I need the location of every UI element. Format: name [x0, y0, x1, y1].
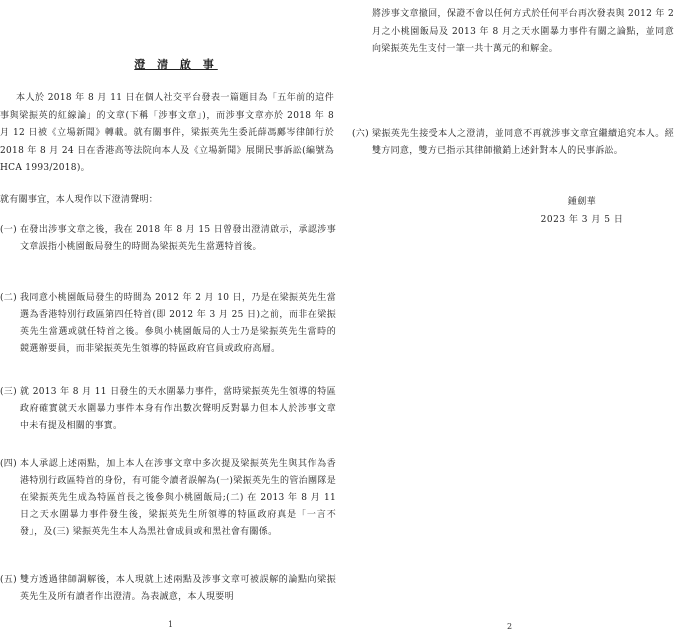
- item-number: (五): [0, 575, 17, 585]
- page-2: [352, 0, 685, 641]
- item-text: 梁振英先生接受本人之澄清，並同意不再就涉事文章宜繼續追究本人。經雙方同意，雙方已指示其律師撤銷上述針對本人的民事訴訟。: [372, 129, 674, 156]
- clarification-item-1: [0, 222, 336, 282]
- clarification-item-2: [0, 290, 336, 380]
- item-number: (二): [0, 293, 17, 303]
- item-text: 在發出涉事文章之後，我在 2018 年 8 月 15 日曾發出澄清啟示，承認涉事文章誤指小桃園飯局發生的時間為梁振英先生當選特首後。: [20, 225, 336, 252]
- document-title: 澄 清 啟 事: [134, 58, 218, 71]
- intro-paragraph: 本人於 2018 年 8 月 11 日在個人社交平台發表一篇題目為「五年前的這件事與梁振英的紅線論」的文章(下稱「涉事文章」)，而涉事文章亦於 2018 年 8 月 12 日被《立場新聞》轉載。就有關事件，梁振英先生委託薛馮鄺岑律師行於 2018 年 8 月 24 日在香港高等法院向本人及《立場新聞》展開民事訴訟(編號為 HCA 1993/2018)。: [0, 93, 334, 173]
- clarification-item-5: [0, 572, 336, 612]
- clarification-item-3: [0, 384, 336, 444]
- item-number: (六): [352, 129, 369, 139]
- item-text: 雙方透過律師調解後，本人現就上述兩點及涉事文章可被誤解的論點向梁振英先生及所有讀者作出澄清。為表誠意，本人現要明: [20, 575, 336, 602]
- clarification-item-4: [0, 456, 336, 566]
- page-number: 2: [507, 622, 513, 631]
- item-text: 本人承認上述兩點，加上本人在涉事文章中多次提及梁振英先生與其作為香港特別行政區特首的身份，有可能令讀者誤解為(一)梁振英先生的管治團隊是在梁振英先生成為特區首長之後參與小桃園飯局;(二) 在 2013 年 8 月 11 日之天水圍暴力事件發生後，梁振英先生所領導的特區政府真是「一言不發」，及(三) 梁振英先生本人為黑社會成員或和黑社會有關係。: [20, 459, 336, 537]
- continued-paragraph: 將涉事文章撤回，保證不會以任何方式於任何平台再次發表與 2012 年 2 月之小桃園飯局及 2013 年 8 月之天水圍暴力事件有關之論點，並同意向梁振英先生支付一筆一共十萬元的和解金。: [372, 9, 674, 54]
- page-number: 1: [168, 620, 174, 629]
- item-number: (三): [0, 387, 17, 397]
- clarification-item-6: [352, 126, 678, 186]
- signatory-name: 鍾劍華: [567, 197, 597, 207]
- item-text: 我同意小桃園飯局發生的時間為 2012 年 2 月 10 日，乃是在梁振英先生當選為香港特別行政區第四任特首(即 2012 年 3 月 25 日)之前，而非在梁振英先生當選或就任特首之後。參與小桃園飯局的人士乃是梁振英先生當時的競選辦要員，而非梁振英先生領導的特區政府官員或政府高層。: [20, 293, 336, 354]
- item-text: 就 2013 年 8 月 11 日發生的天水圍暴力事件，當時梁振英先生領導的特區政府確實就天水圍暴力事件本身有作出數次聲明反對暴力但本人於涉事文章中未有提及相關的事實。: [20, 387, 336, 431]
- item-number: (四): [0, 459, 17, 469]
- item-number: (一): [0, 225, 17, 235]
- statement-date: 2023 年 3 月 5 日: [540, 215, 624, 225]
- lead-paragraph: 就有關事宜，本人現作以下澄清聲明：: [0, 195, 159, 205]
